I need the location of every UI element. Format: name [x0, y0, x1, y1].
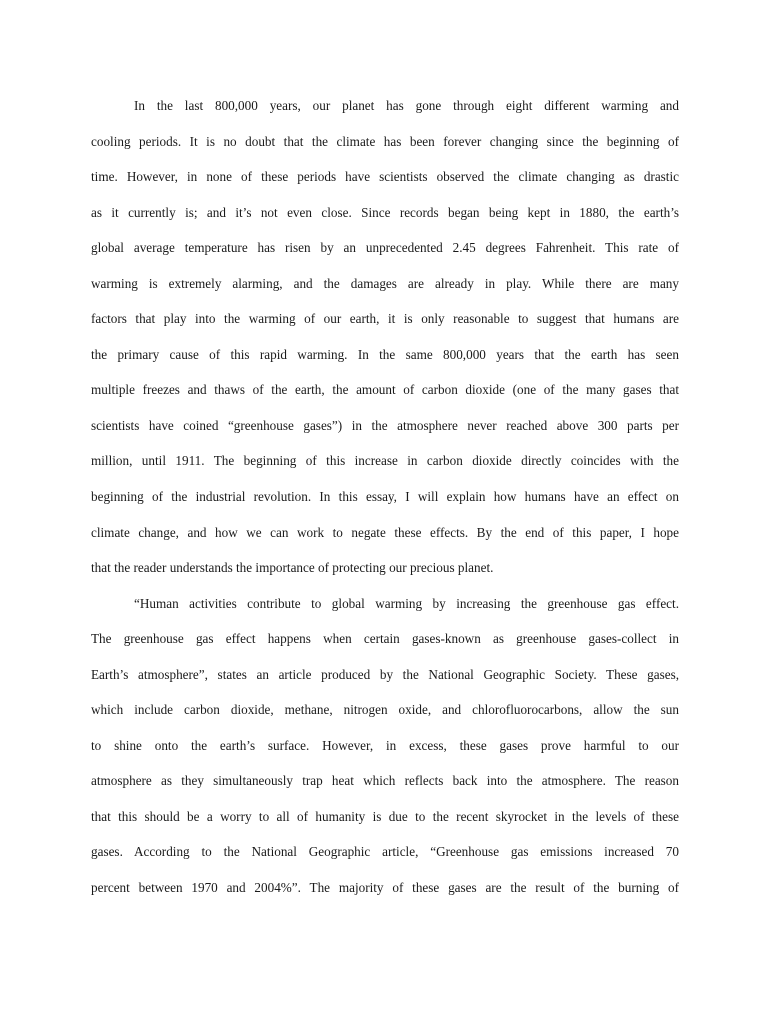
text-line: In the last 800,000 years, our planet has gone through eight different warming and — [134, 98, 679, 113]
text-line: climate change, and how we can work to negate these effects. By the end of this paper, I hope — [91, 524, 679, 540]
text-line: gases. According to the National Geographic article, “Greenhouse gas emissions increased 70 — [91, 844, 679, 860]
text-line: that this should be a worry to all of humanity is due to the recent skyrocket in the levels of these — [91, 808, 679, 824]
essay-body — [91, 88, 679, 906]
text-line: atmosphere as they simultaneously trap heat which reflects back into the atmosphere. The reason — [91, 773, 679, 789]
text-line: global average temperature has risen by an unprecedented 2.45 degrees Fahrenheit. This rate of — [91, 240, 679, 256]
text-line: the primary cause of this rapid warming. In the same 800,000 years that the earth has seen — [91, 346, 679, 362]
text-line: percent between 1970 and 2004%”. The majority of these gases are the result of the burning of — [91, 880, 679, 896]
text-line: beginning of the industrial revolution. In this essay, I will explain how humans have an effect on — [91, 489, 679, 505]
paragraph-1 — [91, 88, 679, 586]
text-line: factors that play into the warming of our earth, it is only reasonable to suggest that humans are — [91, 311, 679, 327]
text-line: The greenhouse gas effect happens when certain gases-known as greenhouse gases-collect in — [91, 631, 679, 647]
text-line: that the reader understands the importance of protecting our precious planet. — [91, 560, 494, 576]
text-line: as it currently is; and it’s not even close. Since records began being kept in 1880, the earth’s — [91, 204, 679, 220]
text-line: warming is extremely alarming, and the damages are already in play. While there are many — [91, 275, 679, 291]
text-line: cooling periods. It is no doubt that the climate has been forever changing since the beginning of — [91, 133, 679, 149]
text-line: to shine onto the earth’s surface. However, in excess, these gases prove harmful to our — [91, 737, 679, 753]
paragraph-2 — [91, 586, 679, 906]
text-line: time. However, in none of these periods have scientists observed the climate changing as drastic — [91, 169, 679, 185]
text-line: which include carbon dioxide, methane, nitrogen oxide, and chlorofluorocarbons, allow the sun — [91, 702, 679, 718]
text-line: million, until 1911. The beginning of this increase in carbon dioxide directly coincides with the — [91, 453, 679, 469]
text-line: “Human activities contribute to global warming by increasing the greenhouse gas effect. — [134, 595, 679, 611]
text-line: multiple freezes and thaws of the earth, the amount of carbon dioxide (one of the many gases that — [91, 382, 679, 398]
text-line: scientists have coined “greenhouse gases”) in the atmosphere never reached above 300 parts per — [91, 417, 679, 433]
text-line: Earth’s atmosphere”, states an article produced by the National Geographic Society. These gases, — [91, 666, 679, 682]
